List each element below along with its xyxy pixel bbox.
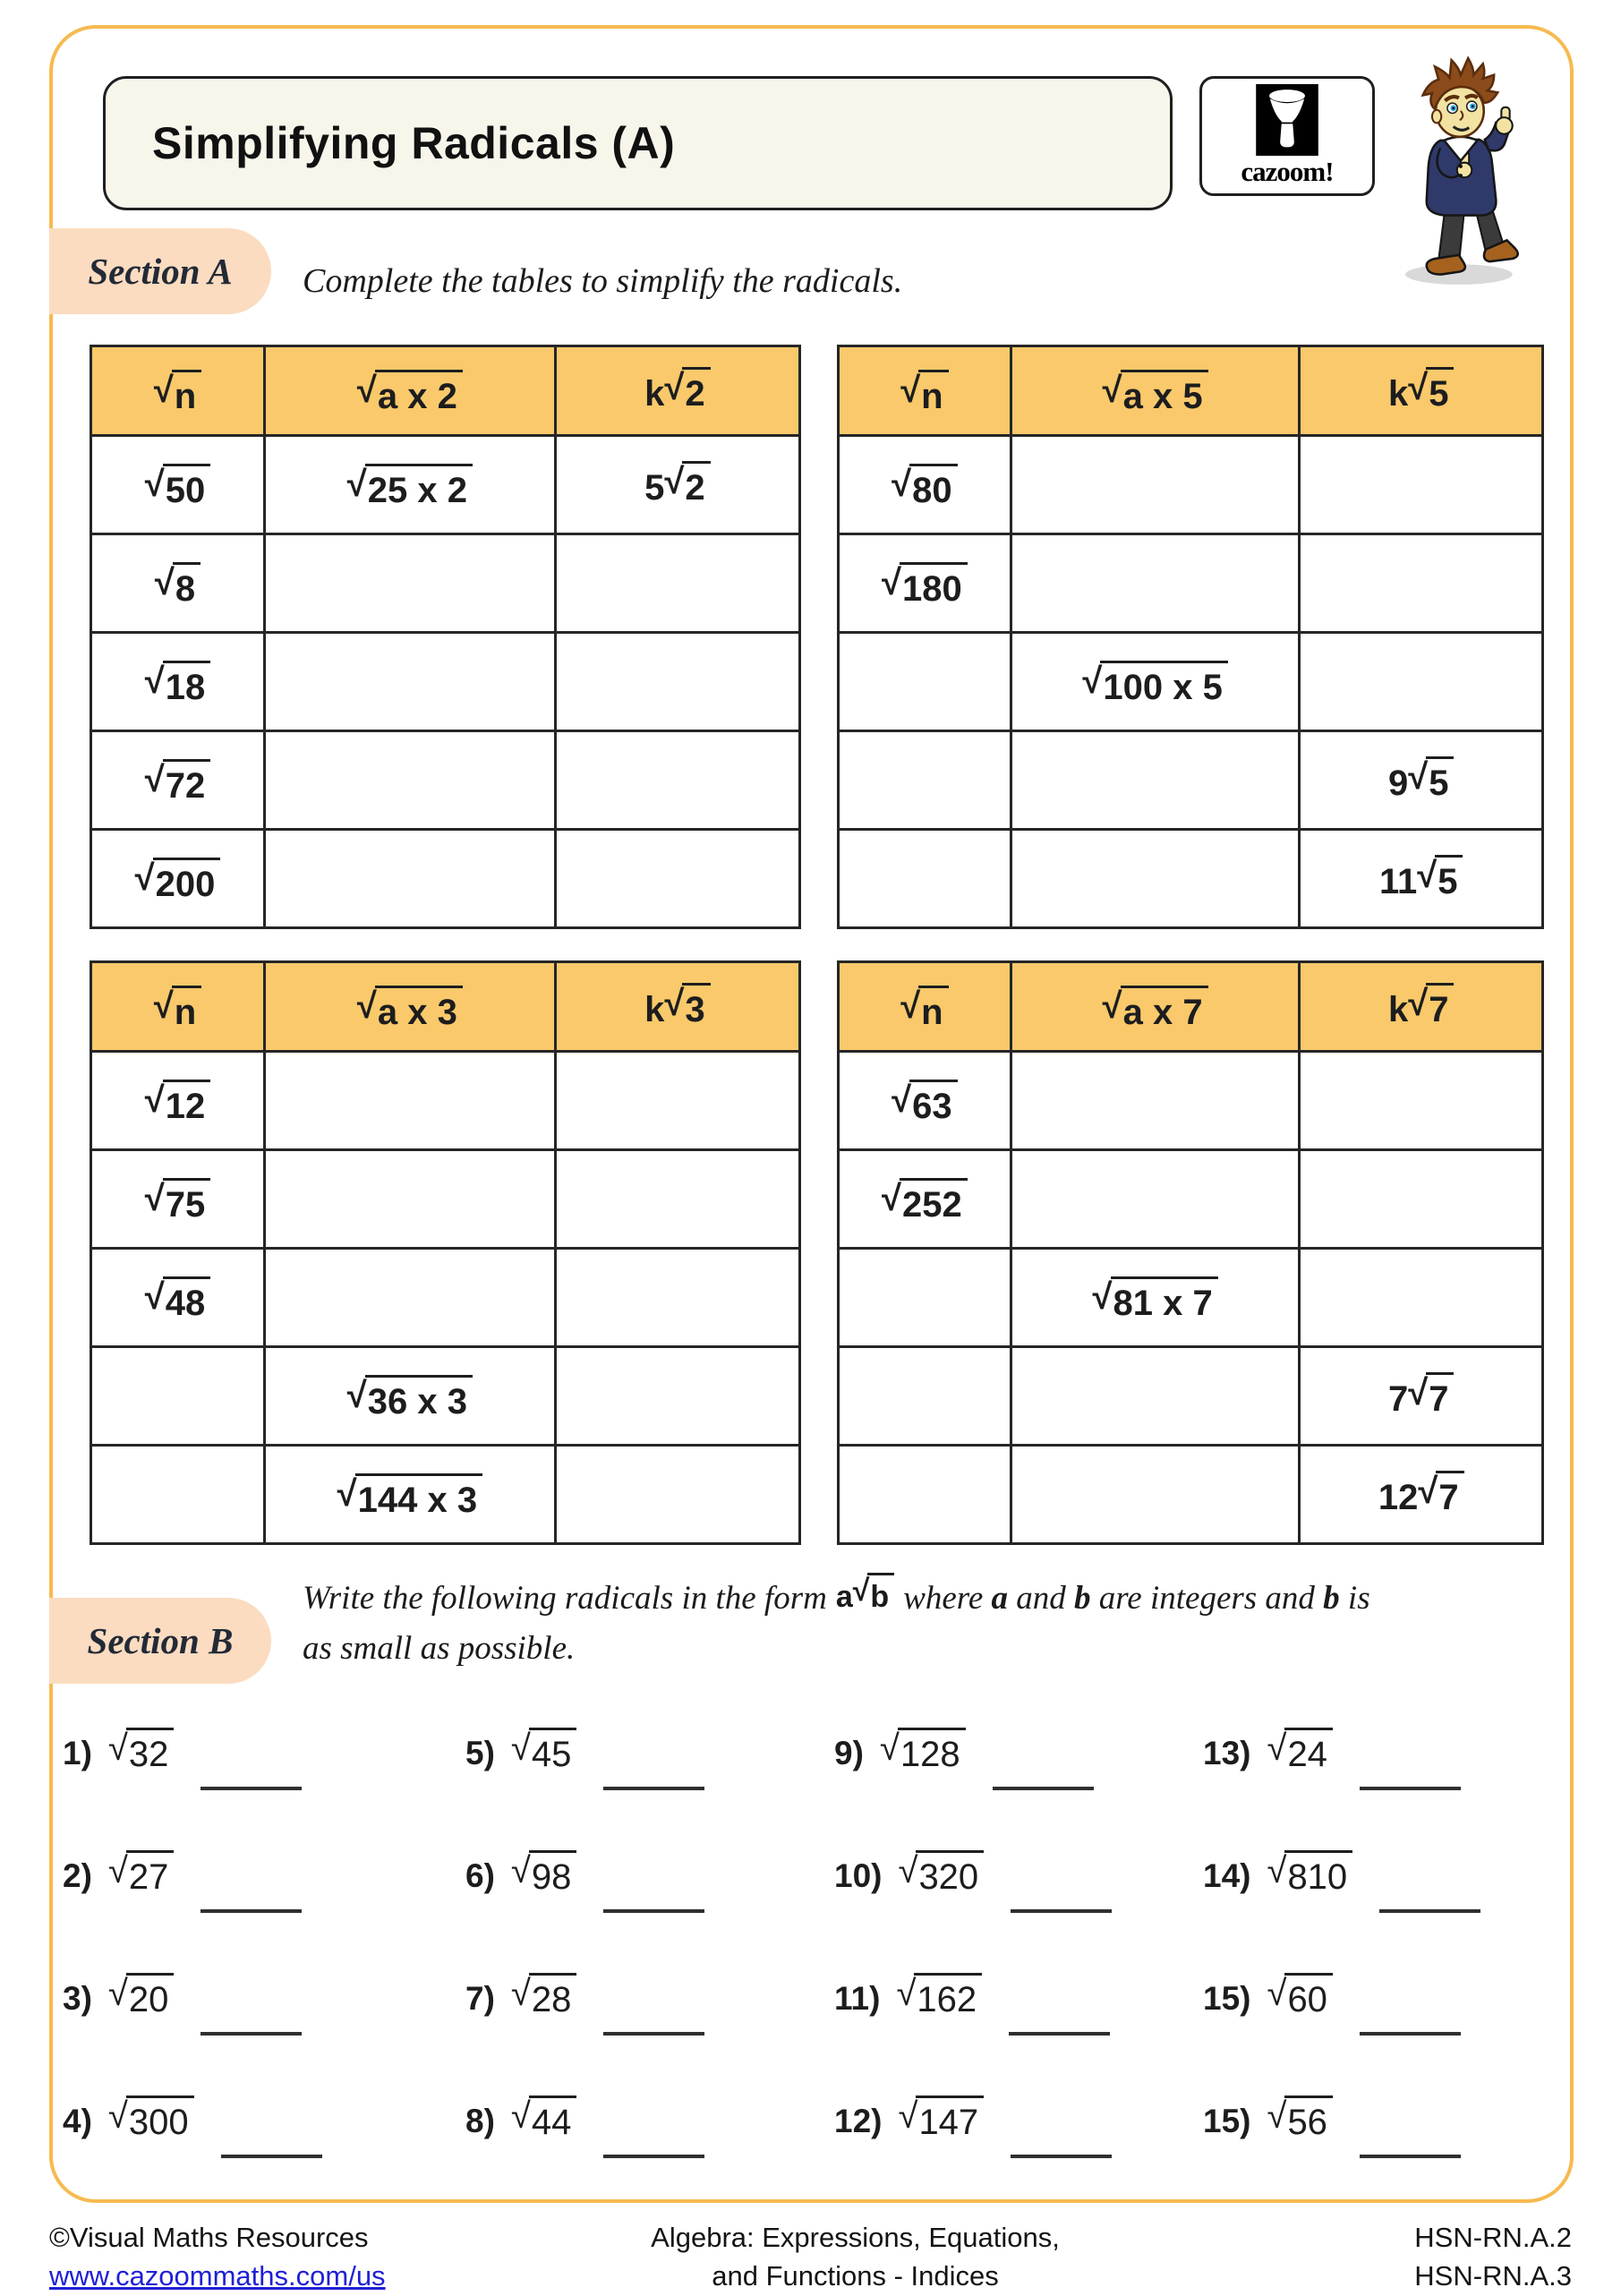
title-box <box>103 76 1173 210</box>
answer-cell[interactable] <box>839 731 1011 830</box>
column-header <box>91 346 265 436</box>
answer-cell[interactable] <box>839 1446 1011 1544</box>
answer-blank[interactable] <box>221 2155 322 2158</box>
radical-expression: a √ b <box>836 1573 894 1612</box>
radical-expression: √ 60 <box>1267 1973 1332 2018</box>
footer-topic-line2: and Functions - Indices <box>712 2260 999 2292</box>
problem-item <box>1203 2095 1480 2218</box>
radical-expression: √ 25 x 2 <box>347 464 473 508</box>
column-header <box>555 962 799 1052</box>
answer-blank[interactable] <box>1011 2155 1112 2158</box>
problem-number: 2) <box>63 1857 92 1894</box>
column-header <box>1300 962 1543 1052</box>
radical-expression: √ 144 x 3 <box>337 1473 482 1518</box>
answer-blank[interactable] <box>603 1909 704 1913</box>
problem-number: 7) <box>465 1980 495 2017</box>
table-row <box>839 1446 1543 1544</box>
drum-logo-icon <box>1256 84 1318 156</box>
column-header <box>839 346 1011 436</box>
problem-item <box>465 1973 834 2095</box>
problem-number: 10) <box>834 1857 883 1894</box>
answer-cell[interactable] <box>555 830 799 928</box>
given-value-cell <box>1300 731 1543 830</box>
answer-cell[interactable] <box>265 731 556 830</box>
section-b-instruction: Write the following radicals in the form a √ b where a and b are integers and b is as small as possible. <box>303 1574 1370 1667</box>
answer-cell[interactable] <box>91 1446 265 1544</box>
radical-expression: k √ 7 <box>1388 983 1454 1028</box>
answer-cell[interactable] <box>265 1150 556 1249</box>
table-row <box>839 731 1543 830</box>
column-header <box>265 962 556 1052</box>
radical-expression: √ 128 <box>880 1728 966 1772</box>
given-value-cell <box>839 1052 1011 1150</box>
radical-expression: √ 180 <box>882 562 968 607</box>
problem-number: 8) <box>465 2103 495 2139</box>
answer-blank[interactable] <box>603 2032 704 2036</box>
radical-expression: √ 200 <box>135 858 221 902</box>
problem-item <box>1203 1728 1480 1850</box>
answer-cell[interactable] <box>1011 1150 1300 1249</box>
problem-item <box>1203 1973 1480 2095</box>
answer-cell[interactable] <box>1011 830 1300 928</box>
table-row <box>91 1150 800 1249</box>
problem-number: 5) <box>465 1735 495 1771</box>
radical-expression: √ 18 <box>145 661 210 705</box>
radical-expression: √ n <box>154 370 201 414</box>
table-row <box>91 1446 800 1544</box>
footer-topic-line1: Algebra: Expressions, Equations, <box>651 2222 1060 2253</box>
answer-blank[interactable] <box>1360 2155 1461 2158</box>
problem-item <box>63 2095 465 2218</box>
radical-expression: √ n <box>900 370 948 414</box>
table-row <box>839 830 1543 928</box>
logo-brand-text: cazoom! <box>1241 156 1334 187</box>
problem-number: 9) <box>834 1735 864 1771</box>
radical-expression: 12 √ 7 <box>1378 1471 1464 1515</box>
section-b-problems <box>63 1728 1480 2218</box>
radical-table-radicals-of-7 <box>837 960 1544 1545</box>
given-value-cell <box>839 436 1011 534</box>
radical-expression: √ 44 <box>511 2095 576 2140</box>
section-a-tables <box>90 345 1544 1545</box>
radical-expression: √ 20 <box>108 1973 174 2018</box>
radical-expression: √ 48 <box>145 1276 210 1321</box>
table-row <box>839 1249 1543 1347</box>
problem-item <box>63 1850 465 1973</box>
problem-item <box>1203 1850 1480 1973</box>
radical-table-radicals-of-2 <box>90 345 801 929</box>
radical-expression: √ 300 <box>108 2095 194 2140</box>
answer-cell[interactable] <box>91 1347 265 1446</box>
answer-cell[interactable] <box>555 1249 799 1347</box>
problem-number: 14) <box>1203 1857 1251 1894</box>
table-row <box>839 633 1543 731</box>
radical-expression: √ 32 <box>108 1728 174 1772</box>
table-row <box>91 830 800 928</box>
given-value-cell <box>91 1249 265 1347</box>
answer-cell[interactable] <box>265 830 556 928</box>
given-value-cell <box>1011 1249 1300 1347</box>
column-header <box>265 346 556 436</box>
given-value-cell <box>91 534 265 633</box>
radical-expression: √ 28 <box>511 1973 576 2018</box>
website-link[interactable]: www.cazoommaths.com/us <box>49 2260 386 2292</box>
table-row <box>91 1052 800 1150</box>
answer-cell[interactable] <box>555 1052 799 1150</box>
answer-cell[interactable] <box>839 633 1011 731</box>
radical-table-radicals-of-3 <box>90 960 801 1545</box>
section-b-label <box>49 1598 271 1684</box>
section-a-label-text: Section A <box>88 251 233 292</box>
answer-cell[interactable] <box>555 1347 799 1446</box>
radical-expression: √ 147 <box>898 2095 984 2140</box>
radical-expression: √ 100 x 5 <box>1082 661 1227 705</box>
answer-cell[interactable] <box>555 1446 799 1544</box>
answer-blank[interactable] <box>1009 2032 1110 2036</box>
answer-cell[interactable] <box>555 633 799 731</box>
radical-expression: √ 56 <box>1267 2095 1332 2140</box>
answer-cell[interactable] <box>1300 1249 1543 1347</box>
answer-cell[interactable] <box>1011 1052 1300 1150</box>
radical-expression: k √ 5 <box>1388 367 1454 412</box>
answer-cell[interactable] <box>1011 1347 1300 1446</box>
mascot-boy-thumbs-up <box>1396 55 1529 286</box>
radical-expression: √ 72 <box>145 759 210 804</box>
radical-expression: √ 27 <box>108 1850 174 1895</box>
column-header <box>555 346 799 436</box>
answer-cell[interactable] <box>555 731 799 830</box>
answer-cell[interactable] <box>265 534 556 633</box>
problem-item <box>834 1850 1203 1973</box>
answer-blank[interactable] <box>1011 1909 1112 1913</box>
answer-cell[interactable] <box>839 1249 1011 1347</box>
radical-expression: √ 45 <box>511 1728 576 1772</box>
answer-cell[interactable] <box>1011 534 1300 633</box>
radical-expression: √ 12 <box>145 1080 210 1124</box>
given-value-cell <box>91 633 265 731</box>
answer-cell[interactable] <box>555 534 799 633</box>
answer-blank[interactable] <box>200 2032 302 2036</box>
answer-blank[interactable] <box>200 1787 302 1790</box>
given-value-cell <box>1300 1446 1543 1544</box>
problem-item <box>834 1728 1203 1850</box>
problem-number: 1) <box>63 1735 92 1771</box>
answer-cell[interactable] <box>265 633 556 731</box>
answer-cell[interactable] <box>839 830 1011 928</box>
radical-expression: √ 81 x 7 <box>1093 1276 1218 1321</box>
given-value-cell <box>839 534 1011 633</box>
given-value-cell <box>91 1150 265 1249</box>
table-row <box>91 436 800 534</box>
given-value-cell <box>91 1052 265 1150</box>
given-value-cell <box>1300 1347 1543 1446</box>
given-value-cell <box>555 436 799 534</box>
radical-expression: √ n <box>900 986 948 1030</box>
answer-blank[interactable] <box>1360 1787 1461 1790</box>
cazoom-logo-box <box>1199 76 1375 196</box>
radical-expression: 5 √ 2 <box>644 461 710 506</box>
radical-expression: √ 810 <box>1267 1850 1352 1895</box>
table-row <box>839 436 1543 534</box>
problem-number: 3) <box>63 1980 92 2017</box>
standard-code-2: HSN-RN.A.3 <box>1414 2260 1572 2292</box>
answer-cell[interactable] <box>1300 534 1543 633</box>
problem-number: 15) <box>1203 1980 1251 2017</box>
given-value-cell <box>265 1446 556 1544</box>
problem-item <box>63 1973 465 2095</box>
radical-expression: √ 320 <box>898 1850 984 1895</box>
table-row <box>91 633 800 731</box>
answer-cell[interactable] <box>265 1052 556 1150</box>
answer-cell[interactable] <box>1300 633 1543 731</box>
answer-blank[interactable] <box>200 1909 302 1913</box>
page-title: Simplifying Radicals (A) <box>152 118 676 168</box>
answer-blank[interactable] <box>603 1787 704 1790</box>
answer-cell[interactable] <box>265 1249 556 1347</box>
table-row <box>91 1249 800 1347</box>
copyright-text: ©Visual Maths Resources <box>49 2222 369 2253</box>
radical-expression: √ 98 <box>511 1850 576 1895</box>
radical-expression: √ n <box>154 986 201 1030</box>
section-a-instruction: Complete the tables to simplify the radicals. <box>303 262 903 300</box>
given-value-cell <box>265 436 556 534</box>
given-value-cell <box>91 731 265 830</box>
answer-cell[interactable] <box>1300 1052 1543 1150</box>
answer-cell[interactable] <box>555 1150 799 1249</box>
problem-number: 15) <box>1203 2103 1251 2139</box>
radical-expression: √ 162 <box>896 1973 982 2018</box>
radical-expression: 11 √ 5 <box>1379 855 1463 900</box>
answer-blank[interactable] <box>1379 1909 1480 1913</box>
problem-item <box>465 2095 834 2218</box>
footer-standards <box>1276 2218 1572 2296</box>
radical-expression: √ 50 <box>145 464 210 508</box>
section-b-label-text: Section B <box>87 1620 234 1661</box>
footer <box>49 2218 1572 2296</box>
radical-expression: √ 75 <box>145 1178 210 1223</box>
standard-code-1: HSN-RN.A.2 <box>1414 2222 1572 2253</box>
radical-expression: k √ 2 <box>644 367 710 412</box>
answer-blank[interactable] <box>603 2155 704 2158</box>
given-value-cell <box>839 1150 1011 1249</box>
problem-number: 11) <box>834 1980 881 2017</box>
radical-expression: √ a x 3 <box>357 986 463 1030</box>
table-row <box>91 1347 800 1446</box>
radical-expression: k √ 3 <box>644 983 710 1028</box>
radical-expression: 7 √ 7 <box>1388 1372 1454 1417</box>
radical-expression: √ a x 2 <box>357 370 463 414</box>
answer-blank[interactable] <box>1360 2032 1461 2036</box>
column-header <box>1011 962 1300 1052</box>
radical-expression: √ 24 <box>1267 1728 1332 1772</box>
problem-item <box>834 1973 1203 2095</box>
table-row <box>91 534 800 633</box>
radical-expression: 9 √ 5 <box>1388 756 1454 801</box>
radical-expression: √ 63 <box>892 1080 957 1124</box>
footer-left <box>49 2218 434 2296</box>
given-value-cell <box>265 1347 556 1446</box>
column-header <box>1011 346 1300 436</box>
radical-expression: √ 8 <box>155 562 200 607</box>
column-header <box>91 962 265 1052</box>
radical-table-radicals-of-5 <box>837 345 1544 929</box>
given-value-cell <box>1011 633 1300 731</box>
table-row <box>839 1347 1543 1446</box>
section-a-label <box>49 228 271 314</box>
table-row <box>839 1052 1543 1150</box>
given-value-cell <box>91 436 265 534</box>
radical-expression: √ 252 <box>882 1178 968 1223</box>
answer-blank[interactable] <box>993 1787 1094 1790</box>
answer-cell[interactable] <box>1011 731 1300 830</box>
table-row <box>839 1150 1543 1249</box>
table-row <box>91 731 800 830</box>
problem-item <box>63 1728 465 1850</box>
radical-expression: √ 80 <box>892 464 957 508</box>
answer-cell[interactable] <box>839 1347 1011 1446</box>
column-header <box>839 962 1011 1052</box>
radical-expression: √ a x 5 <box>1103 370 1208 414</box>
problem-number: 6) <box>465 1857 495 1894</box>
answer-cell[interactable] <box>1300 1150 1543 1249</box>
radical-expression: √ a x 7 <box>1103 986 1208 1030</box>
given-value-cell <box>91 830 265 928</box>
answer-cell[interactable] <box>1300 436 1543 534</box>
answer-cell[interactable] <box>1011 1446 1300 1544</box>
answer-cell[interactable] <box>1011 436 1300 534</box>
radical-expression: √ 36 x 3 <box>347 1375 473 1420</box>
problem-item <box>465 1728 834 1850</box>
problem-number: 4) <box>63 2103 92 2139</box>
problem-number: 13) <box>1203 1735 1251 1771</box>
problem-item <box>465 1850 834 1973</box>
column-header <box>1300 346 1543 436</box>
table-row <box>839 534 1543 633</box>
problem-number: 12) <box>834 2103 883 2139</box>
given-value-cell <box>1300 830 1543 928</box>
problem-item <box>834 2095 1203 2218</box>
footer-topic <box>434 2218 1276 2296</box>
